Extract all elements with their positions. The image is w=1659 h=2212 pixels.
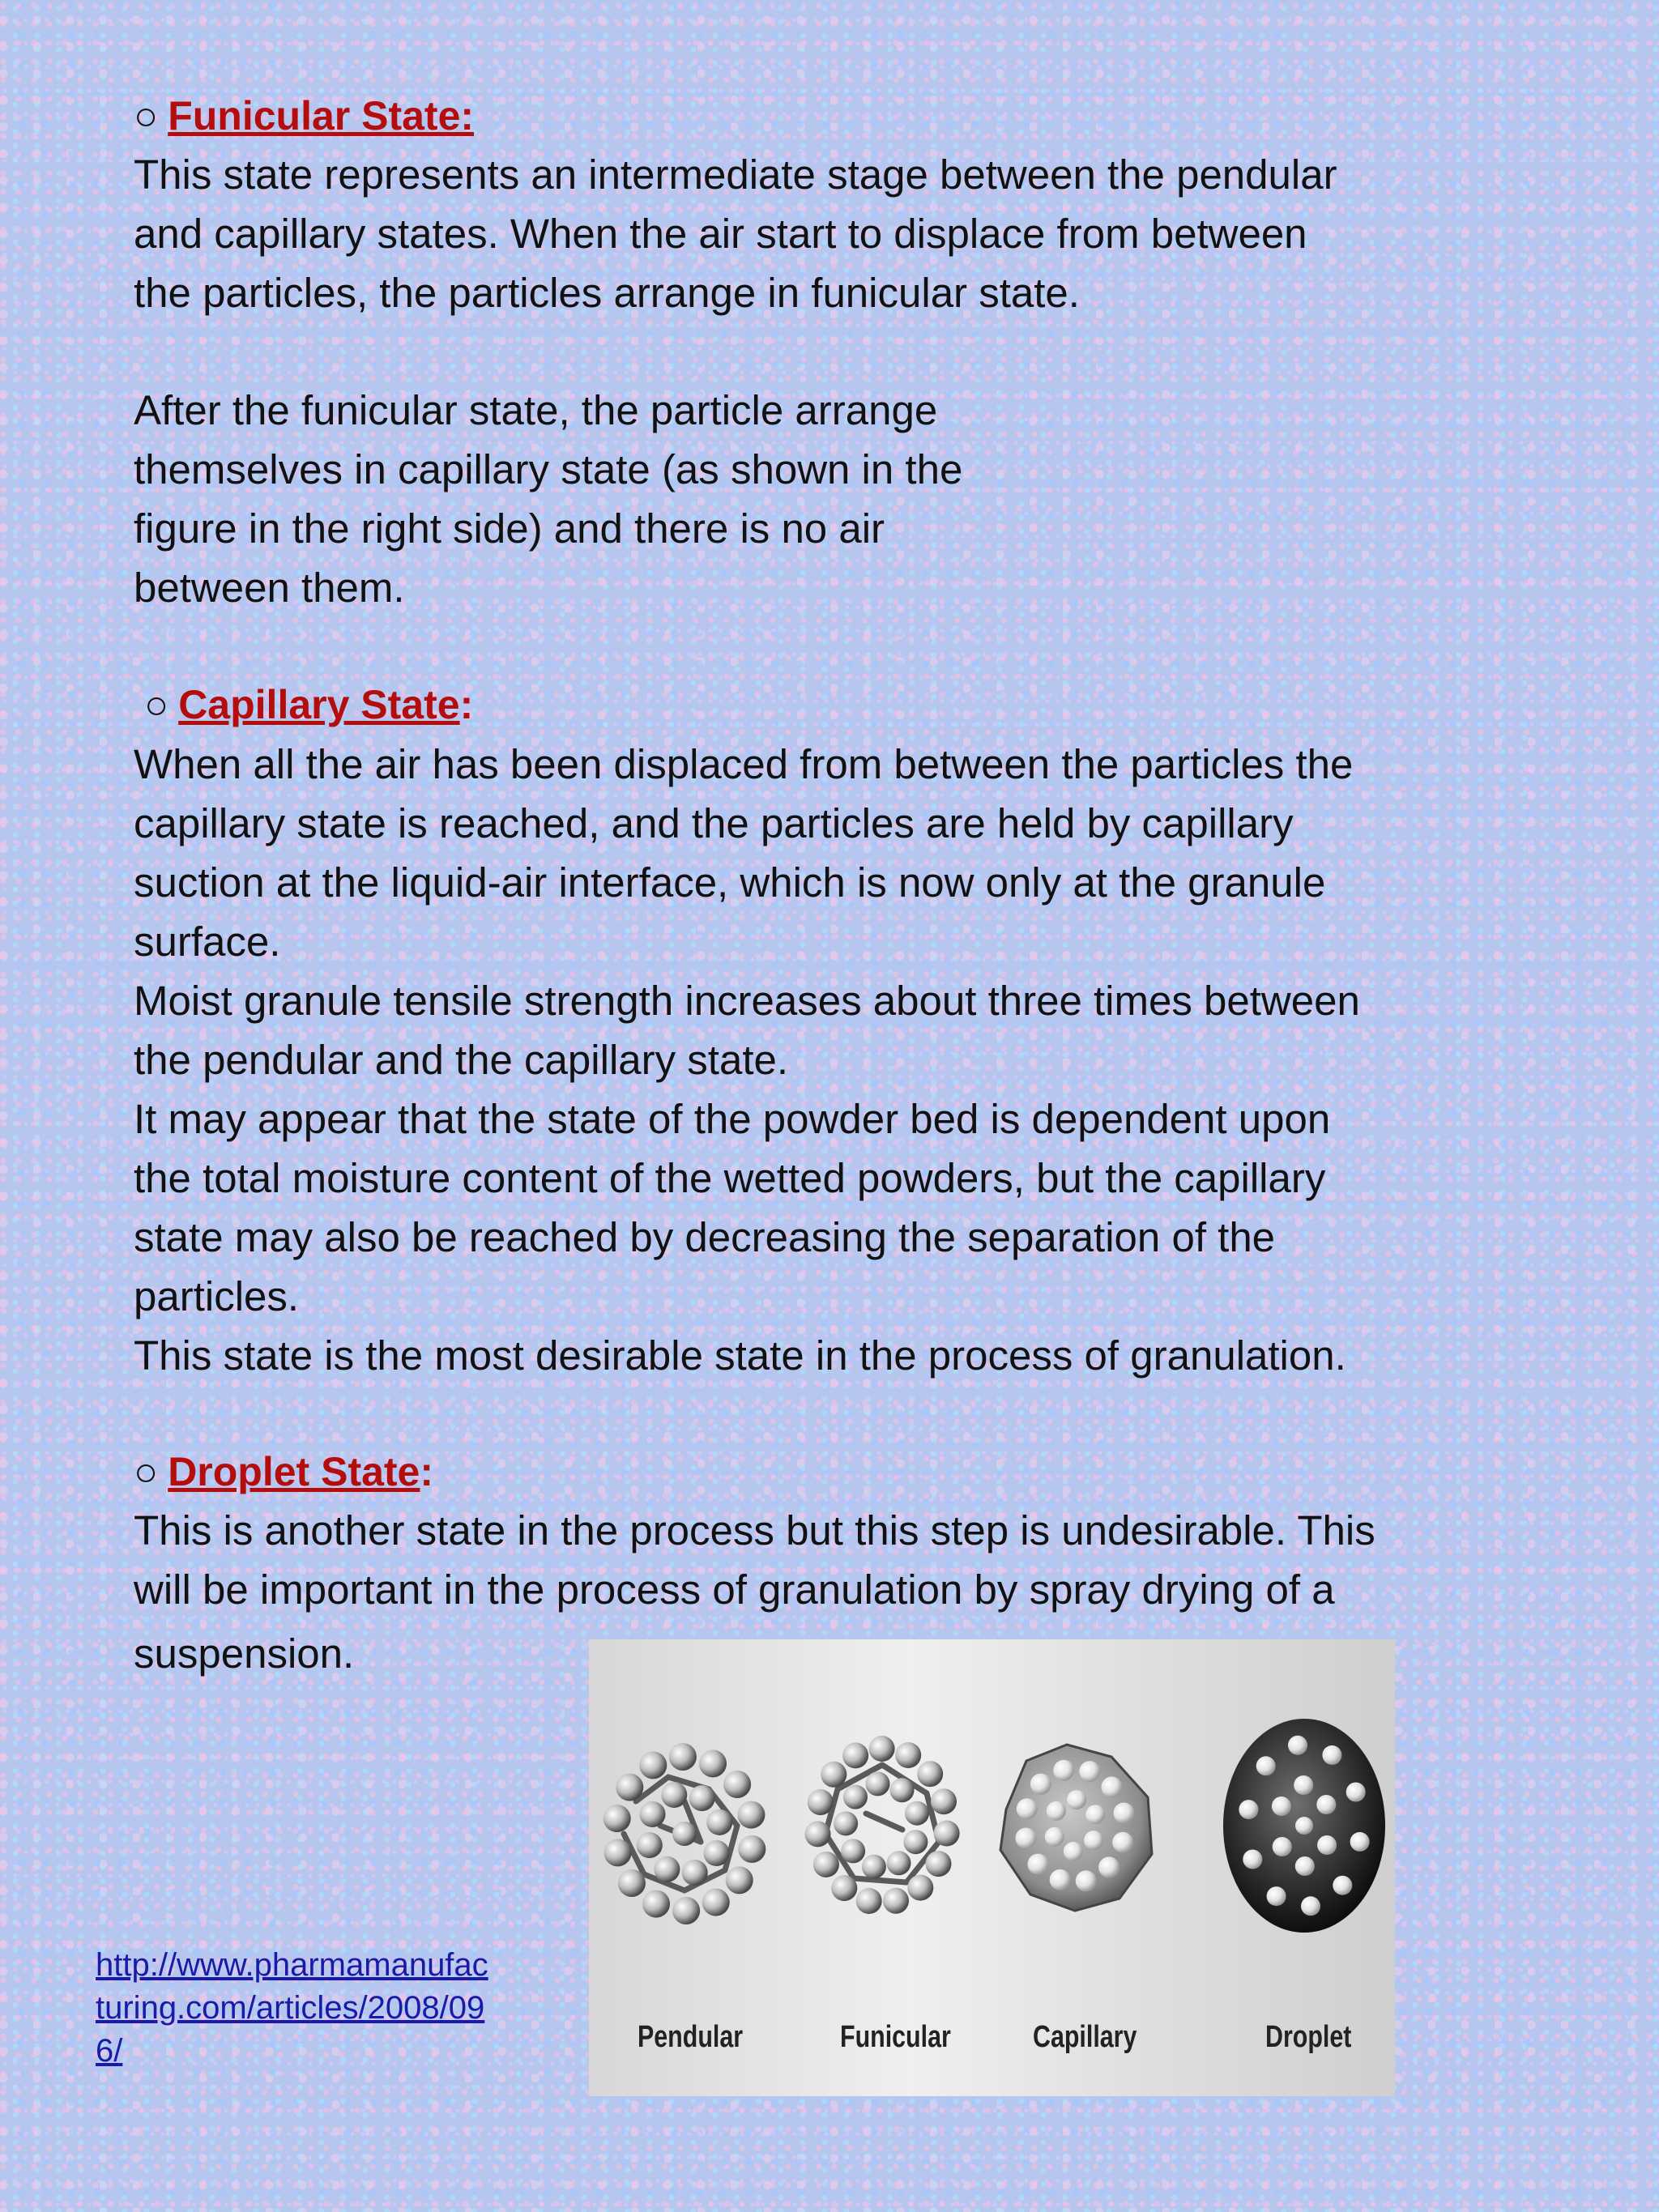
- particle: [1273, 1837, 1292, 1856]
- particle: [1294, 1775, 1313, 1795]
- particle: [1067, 1790, 1086, 1809]
- link-line: 6/: [96, 2033, 123, 2069]
- capillary-paragraph: [134, 735, 1495, 1385]
- particle: [934, 1821, 960, 1847]
- droplet-title-colon: :: [420, 1449, 434, 1494]
- particle: [1350, 1832, 1370, 1852]
- text-line: between them.: [134, 565, 405, 611]
- particle: [1239, 1800, 1258, 1819]
- particle: [856, 1888, 882, 1914]
- pendular-granule: [603, 1743, 766, 1924]
- particle: [1084, 1831, 1103, 1850]
- particle: [821, 1762, 847, 1788]
- text-line: suspension.: [134, 1630, 355, 1677]
- text-line: This state is the most desirable state in the process of granulation.: [134, 1332, 1346, 1379]
- particle: [1053, 1760, 1074, 1781]
- capillary-title-colon: :: [459, 682, 474, 727]
- funicular-paragraph-1: [134, 145, 1495, 322]
- liquid-bridge: [866, 1813, 902, 1830]
- text-line: themselves in capillary state (as shown in the: [134, 446, 963, 492]
- text-line: After the funicular state, the particle arrange: [134, 387, 938, 433]
- caption-pendular: Pendular: [638, 2020, 744, 2054]
- particle: [669, 1743, 697, 1771]
- particle: [917, 1761, 943, 1787]
- particle: [639, 1751, 667, 1779]
- text-line: Moist granule tensile strength increases about three times between: [134, 978, 1360, 1024]
- particle: [805, 1821, 831, 1847]
- particle: [1256, 1756, 1276, 1775]
- bullet-icon: ○: [144, 682, 169, 727]
- particle: [640, 1801, 666, 1827]
- particle: [706, 1809, 732, 1835]
- particle: [866, 1771, 890, 1796]
- droplet-title: Droplet State: [168, 1449, 420, 1494]
- particle: [1045, 1827, 1064, 1847]
- text-line: the pendular and the capillary state.: [134, 1037, 789, 1083]
- particle: [926, 1851, 952, 1877]
- text-line: state may also be reached by decreasing the separation of the: [134, 1214, 1276, 1260]
- text-line: capillary state is reached, and the particles are held by capillary: [134, 800, 1294, 846]
- particle: [1028, 1854, 1049, 1875]
- text-line: This is another state in the process but this step is undesirable. This: [134, 1507, 1375, 1554]
- particle: [1050, 1869, 1071, 1890]
- particle: [726, 1866, 753, 1894]
- particle: [1316, 1795, 1336, 1814]
- funicular-paragraph-2: [134, 381, 1495, 617]
- particle: [1016, 1828, 1037, 1849]
- particle: [603, 1805, 631, 1832]
- caption-funicular: Funicular: [840, 2020, 951, 2054]
- particle: [862, 1855, 886, 1879]
- capillary-title: Capillary State: [178, 682, 460, 727]
- reference-link[interactable]: [96, 1944, 549, 2073]
- particle: [903, 1830, 928, 1854]
- text-line: figure in the right side) and there is no air: [134, 505, 885, 552]
- particle: [1047, 1801, 1066, 1821]
- particle: [1295, 1817, 1313, 1835]
- droplet-granule: [1223, 1719, 1385, 1933]
- particle: [907, 1875, 933, 1901]
- particle: [737, 1801, 765, 1829]
- particle: [1267, 1886, 1286, 1906]
- droplet-heading: [134, 1447, 433, 1496]
- bullet-icon: ○: [134, 93, 159, 139]
- particle: [1346, 1783, 1366, 1802]
- text-line: It may appear that the state of the powder bed is dependent upon: [134, 1096, 1331, 1142]
- particle: [1064, 1842, 1083, 1861]
- particle: [831, 1875, 857, 1901]
- text-line: the particles, the particles arrange in funicular state.: [134, 270, 1080, 316]
- funicular-granule: [805, 1736, 960, 1914]
- granule-states-figure: [589, 1639, 1395, 2096]
- text-line: When all the air has been displaced from between the particles the: [134, 741, 1354, 787]
- particle: [616, 1774, 643, 1801]
- particle: [1322, 1745, 1341, 1765]
- caption-droplet: Droplet: [1265, 2020, 1352, 2054]
- particle: [637, 1832, 663, 1858]
- particle: [1272, 1796, 1291, 1816]
- particle: [672, 1822, 697, 1846]
- particle: [704, 1840, 730, 1866]
- funicular-title: Funicular State:: [168, 93, 475, 139]
- particle: [1085, 1805, 1105, 1824]
- caption-capillary: Capillary: [1033, 2020, 1137, 2054]
- particle: [808, 1789, 834, 1815]
- particle: [1288, 1736, 1307, 1755]
- particle: [869, 1736, 895, 1762]
- particle: [661, 1782, 687, 1808]
- link-line: turing.com/articles/2008/09: [96, 1990, 485, 2026]
- particle: [813, 1852, 839, 1877]
- particle: [723, 1771, 751, 1798]
- particle: [702, 1889, 730, 1916]
- particle: [738, 1835, 766, 1863]
- capillary-heading: [144, 680, 473, 729]
- particle: [1333, 1876, 1352, 1895]
- text-line: the total moisture content of the wetted powders, but the capillary: [134, 1155, 1326, 1201]
- particle: [699, 1750, 727, 1777]
- particle: [1076, 1870, 1097, 1891]
- particle: [931, 1788, 957, 1814]
- link-line: http://www.pharmamanufac: [96, 1947, 488, 1983]
- capillary-granule: [1000, 1745, 1152, 1911]
- particle: [1243, 1850, 1262, 1869]
- text-line: will be important in the process of granulation by spray drying of a: [134, 1566, 1335, 1613]
- particle: [1112, 1832, 1133, 1853]
- particle: [841, 1839, 865, 1863]
- particle: [1079, 1761, 1100, 1782]
- particle: [689, 1785, 715, 1811]
- particle: [1098, 1856, 1120, 1877]
- particle: [843, 1785, 868, 1809]
- particle: [642, 1890, 670, 1918]
- particle: [672, 1897, 700, 1924]
- particle: [895, 1742, 921, 1768]
- liquid-bridge: [854, 1878, 906, 1882]
- particle: [883, 1888, 909, 1914]
- particle: [1114, 1803, 1135, 1824]
- bullet-icon: ○: [134, 1449, 159, 1494]
- particle: [842, 1742, 868, 1768]
- text-line: particles.: [134, 1273, 300, 1319]
- particle: [654, 1856, 680, 1882]
- particle: [1017, 1798, 1038, 1819]
- text-line: suction at the liquid-air interface, which is now only at the granule: [134, 859, 1326, 906]
- particle: [1102, 1776, 1123, 1797]
- particle: [604, 1839, 632, 1866]
- text-line: surface.: [134, 918, 281, 965]
- text-line: and capillary states. When the air start to displace from between: [134, 211, 1307, 257]
- funicular-heading: [134, 92, 474, 140]
- particle: [1301, 1896, 1320, 1916]
- particle: [890, 1778, 915, 1802]
- particle: [618, 1869, 646, 1897]
- particle: [1295, 1856, 1315, 1876]
- particle: [682, 1860, 708, 1886]
- particle: [834, 1811, 858, 1835]
- particle: [887, 1851, 911, 1875]
- text-line: This state represents an intermediate stage between the pendular: [134, 151, 1337, 198]
- particle: [905, 1801, 929, 1826]
- particle: [1317, 1835, 1337, 1855]
- particle: [1030, 1774, 1051, 1795]
